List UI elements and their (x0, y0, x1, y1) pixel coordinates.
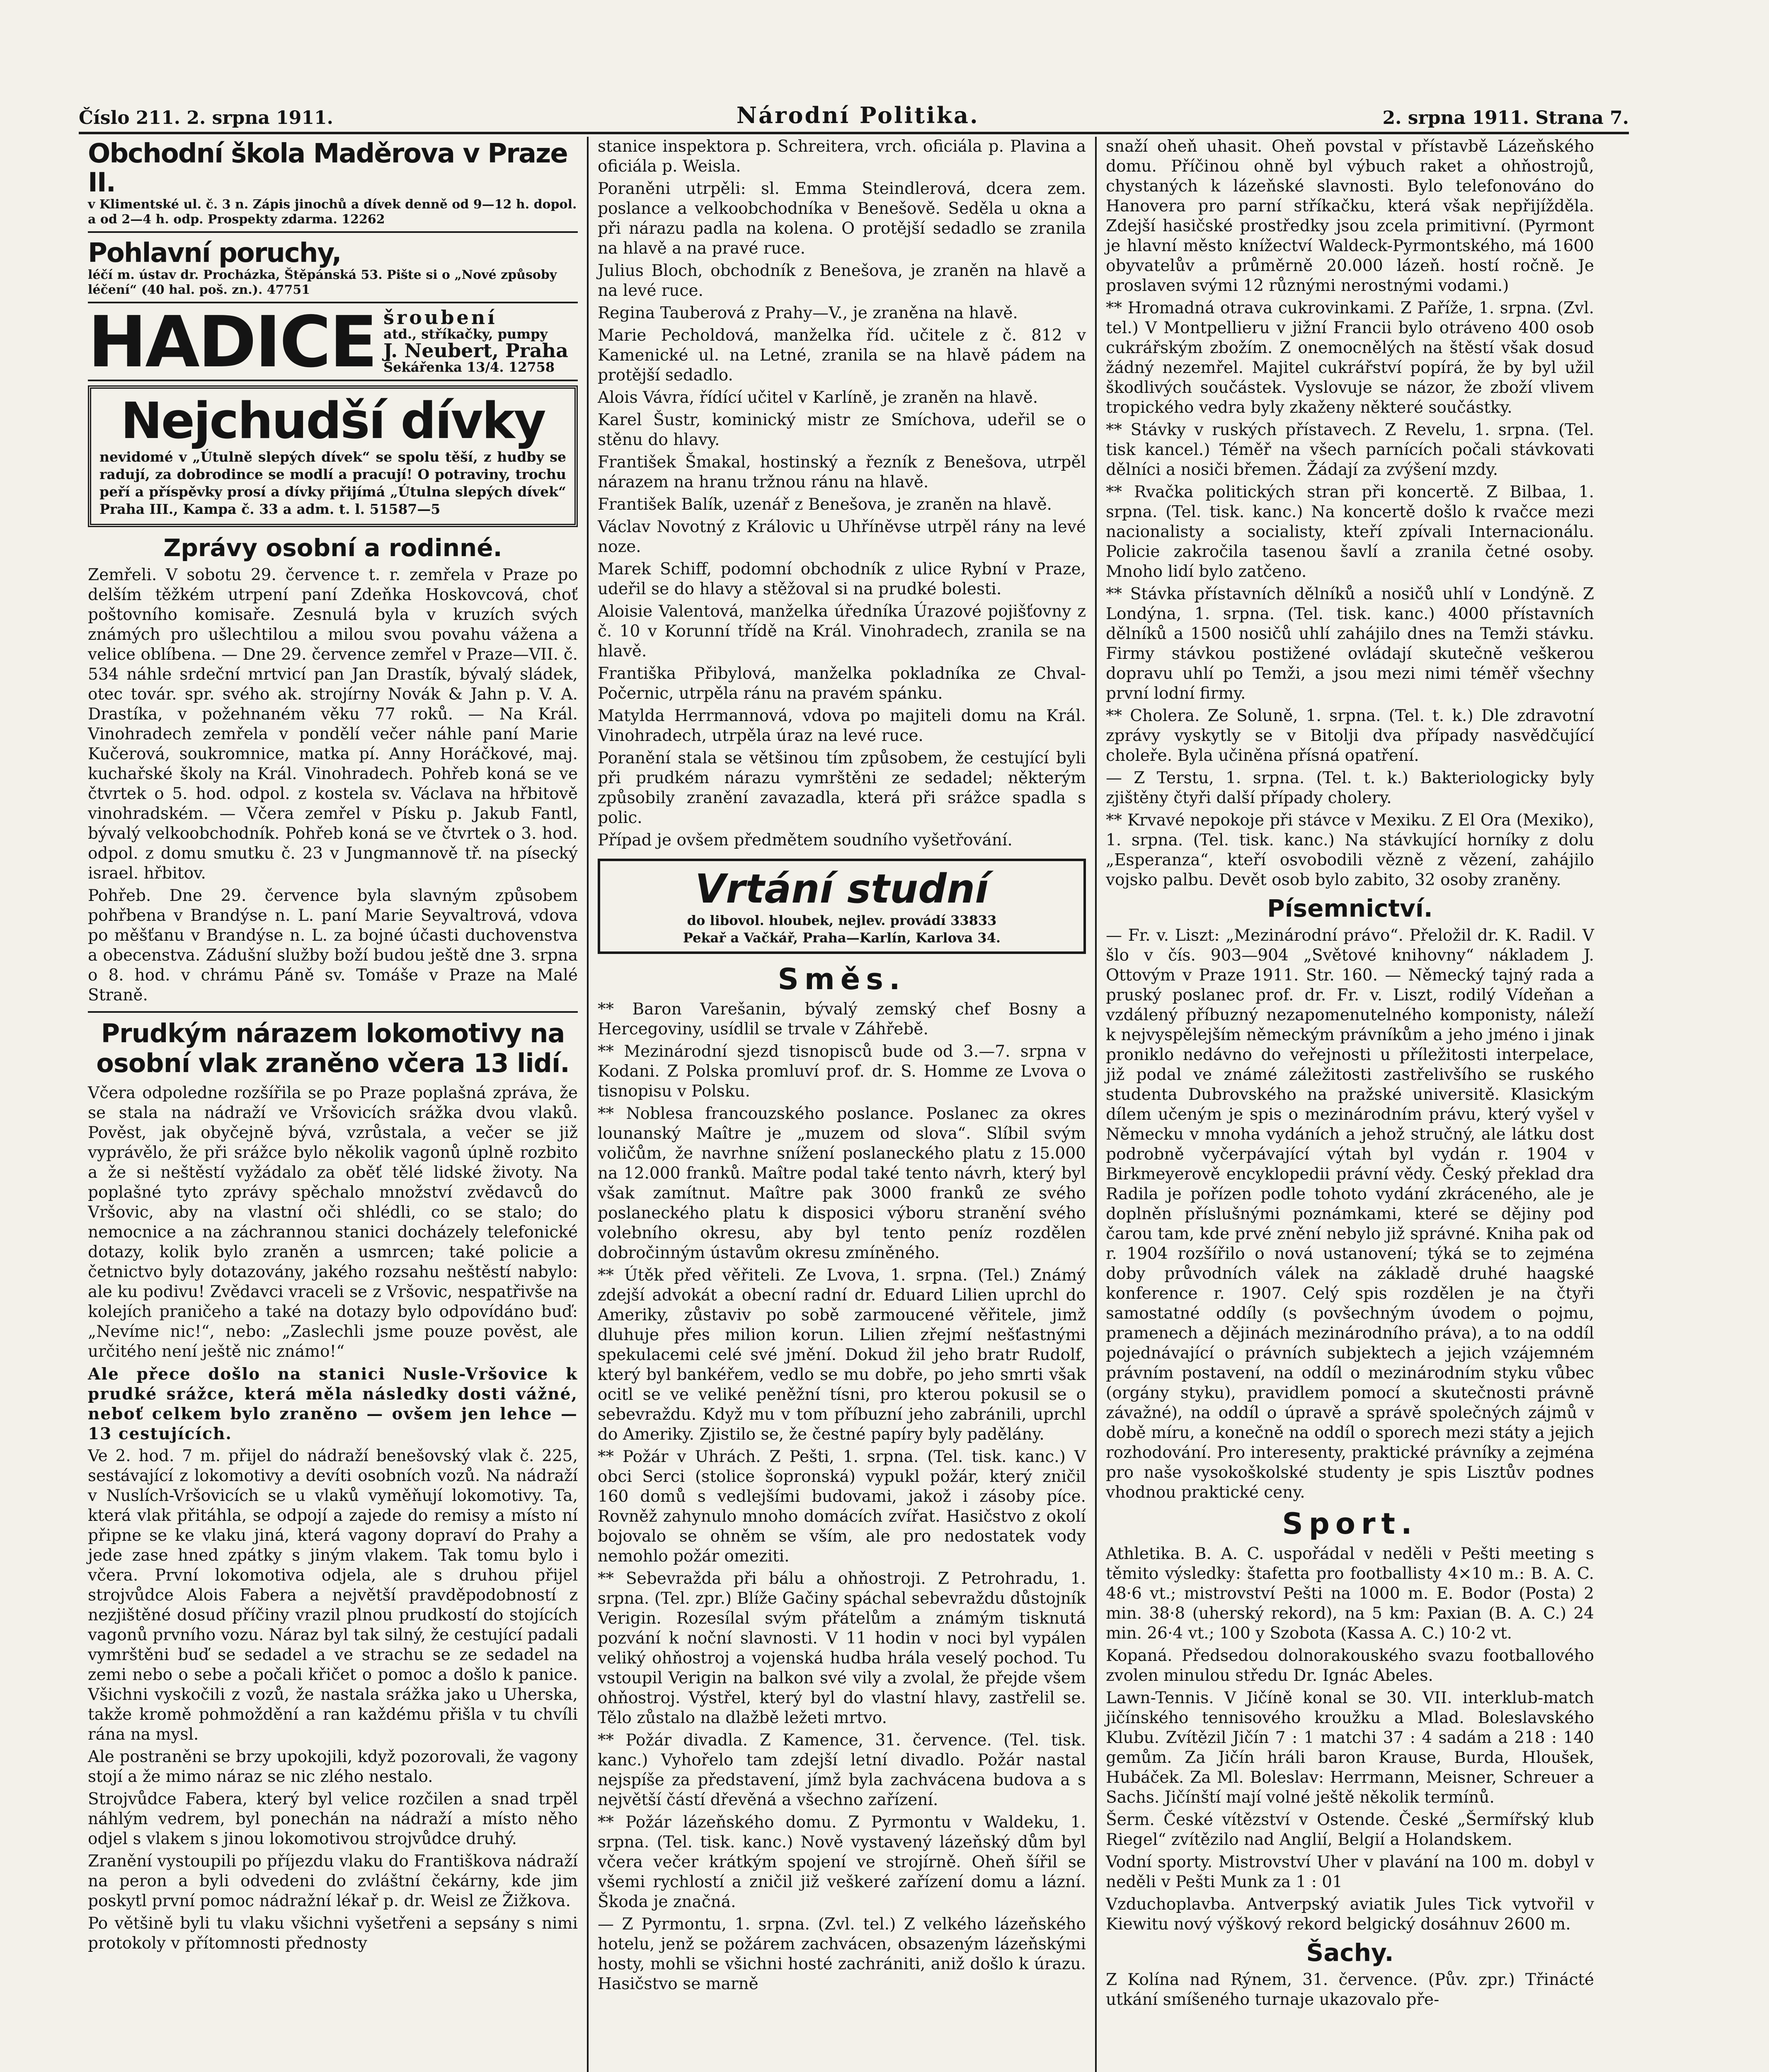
ad-hoses (88, 301, 578, 383)
divider (88, 1011, 578, 1013)
article-paragraph: Poraněni utrpěli: sl. Emma Steindlerová, dcera zem. poslance a velkoobchodníka v Benešově. Seděla u okna a při nárazu padla na kolena. O protější sedadlo se zranila na hlavě a na pravé ruce. (598, 179, 1086, 258)
article-paragraph: Poranění stala se většinou tím způsobem, že cestující byli při prudkém nárazu vymrštěni ze sedadel; některým způsobily zranění zavazadla, která při srážce spadla s polic. (598, 749, 1086, 827)
news-item: ** Baron Varešanin, bývalý zemský chef Bosny a Hercegoviny, usídlil se trvale v Záhřebě. (598, 1000, 1086, 1038)
news-item: ** Noblesa francouzského poslance. Poslanec za okres lounanský Maître je „muzem od slova“. Slíbil svým voličům, že navrhne snížení poslaneckého platu z 15.000 na 12.000 franků. Maître podal také tento návrh, který byl však zamítnut. Maître pak 3000 franků ze svého poslaneckého platu k disposici výboru stranění svého volebního okresu, aby byl tento peníz rozdělen dobročinným ústavům okresu zmíněného. (598, 1104, 1086, 1262)
sport-item: Vodní sporty. Mistrovství Uher v plavání na 100 m. dobyl v neděli v Pešti Munk za 1 : 01 (1106, 1853, 1594, 1891)
chess-item: Z Kolína nad Rýnem, 31. července. (Pův. zpr.) Třinácté utkání smíšeného turnaje ukazovalo pře- (1106, 1970, 1594, 2009)
ad-clinic-title: Pohlavní poruchy, (88, 238, 341, 269)
chess-heading: Šachy. (1306, 1939, 1394, 1967)
column-3 (1095, 137, 1603, 2072)
ad-hoses-details (383, 306, 568, 375)
article-paragraph: Po většině byli tu vlaku všichni vyšetřeni a sepsány s nimi protokoly v přítomnosti přednosty (88, 1914, 578, 1953)
ad-hoses-title: HADICE (88, 301, 376, 383)
article-paragraph: Ale postraněni se brzy upokojili, když pozorovali, že vagony stojí a že mimo náraz se nic zlého nestalo. (88, 1748, 578, 1786)
masthead (79, 104, 1629, 134)
ad-hoses-line-2: atd., stříkačky, pumpy (383, 326, 548, 342)
ad-well-line-1: do libovol. hloubek, nejlev. provádí 33833 (687, 913, 997, 928)
ad-well-drilling (598, 859, 1086, 954)
article-paragraph: Zranění vystoupili po příjezdu vlaku do Františkova nádraží na peron a byli odvedeni do zvláštní čekárny, kde jim poskytl první pomoc nádražní lékař p. dr. Weisl ze Žižkova. (88, 1852, 578, 1910)
sport-heading: Sport. (1282, 1507, 1418, 1541)
news-item: ** Útěk před věřiteli. Ze Lvova, 1. srpna. (Tel.) Známý zdejší advokát a obecní radní dr. Eduard Lilien uprchl do Ameriky, zůstaviv po sobě zarmoucené věřitele, jimž dluhuje přes milion korun. Lilien zřejmí nešťastnými spekulacemi celé své jmění. Dokud žil jeho bratr Rudolf, který byl bankéřem, vedlo se mu dobře, po jeho smrti však ocitl se ve veliké peněžní tísni, pro kterou pokusil se o sebevraždu. Když mu v tom příbuzní jeho zabránili, uprchl do Ameriky. Zjistilo se, že čestné papíry byly padělány. (598, 1266, 1086, 1444)
miscellany-heading: Směs. (778, 962, 906, 996)
ad-hoses-line-4: Šekářenka 13/4. 12758 (383, 359, 555, 375)
article-paragraph: Marie Pecholdová, manželka říd. učitele z č. 812 v Kamenické ul. na Letné, zranila se na hlavě pádem na protější sedadlo. (598, 326, 1086, 385)
ad-well-line-2: Pekař a Vačkář, Praha—Karlín, Karlova 34. (683, 930, 1001, 946)
ad-business-school (88, 137, 578, 233)
article-paragraph: Ve 2. hod. 7 m. přijel do nádraží benešovský vlak č. 225, sestávající z lokomotivy a devíti osobních vozů. Na nádraží v Nuslích-Vršovicích se u vlaků vyměňují lokomotivy. Ta, která vlak přitáhla, se odpojí a zajede do remisy a místo ní připne se ke vlaku jiná, která vagony dopraví do Prahy a jede zase hned zpátky s jiným vlakem. Tak tomu bylo i včera. První lokomotiva odjela, ale s druhou přijel strojvůdce Alois Fabera a největší pravděpodobností z nezjištěné dosud příčiny vrazil plnou prudkostí do stojících vagonů prvního vozu. Náraz byl tak silný, že cestující padali vymrštěni buď se sedadel a ve strachu se ze sedadel na zemi nebo o sebe a počali křičet o pomoc a došlo k panice. Všichni vyskočili z vozů, že nastala srážka jako u Uherska, takže kromě pohmoždění a ran každému přišla v tu chvíli rána na mysl. (88, 1447, 578, 1744)
sport-item: Athletika. B. A. C. uspořádal v neděli v Pešti meeting s těmito výsledky: štafetta pro footballisty 4×10 m.: B. A. C. 48·6 vt.; mistrovství Pešti na 1000 m. E. Bodor (Posta) 2 min. 38·8 (uherský rekord), na 5 km: Paxian (B. A. C.) 24 min. 26·4 vt.; 100 y Szobota (Kassa A. C.) 10·2 vt. (1106, 1544, 1594, 1643)
article-paragraph: Aloisie Valentová, manželka úředníka Úrazové pojišťovny z č. 10 v Korunní třídě na Král. Vinohradech, zranila se na hlavě. (598, 602, 1086, 661)
ad-blind-girls (88, 385, 578, 527)
article-paragraph: stanice inspektora p. Schreitera, vrch. oficiála p. Plavina a oficiála p. Weisla. (598, 137, 1086, 176)
news-item: — Z Terstu, 1. srpna. (Tel. t. k.) Bakteriologicky byly zjištěny čtyři další případy cholery. (1106, 769, 1594, 807)
news-item: ** Sebevražda při bálu a ohňostroji. Z Petrohradu, 1. srpna. (Tel. zpr.) Blíže Gačiny spáchal sebevraždu důstojník Verigin. Rozesílal svým přátelům a známým tisknutá pozvání k noční slavnosti. V 11 hodin v noci byl vypálen veliký ohňostroj a vojenská hudba hrála veselý pochod. Tu vstoupil Verigin na balkon své vily a zvolal, že přejde všem ohňostroj. Výstřel, který byl do vlastní hlavy, zastřelil se. Tělo zůstalo na dlažbě ležeti mrtvo. (598, 1569, 1086, 1727)
article-paragraph: Václav Novotný z Královic u Uhříněvse utrpěl rány na levé noze. (598, 518, 1086, 556)
personal-news-heading: Zprávy osobní a rodinné. (163, 534, 502, 562)
ad-blind-girls-text: nevidomé v „Útulně slepých dívek“ se spolu těší, z hudby se radují, za dobrodince se modlí a pracují! O potraviny, trochu peří a příspěvky prosí a dívky přijímá „Útulna slepých dívek“ Praha III., Kampa č. 33 a adm. t. l. 51587—5 (99, 449, 566, 517)
news-item: ** Mezinárodní sjezd tisnopisců bude od 3.—7. srpna v Kodani. Z Polska promluví prof. dr. S. Homme ze Lvova o tisnopisu v Polsku. (598, 1042, 1086, 1101)
article-paragraph: Julius Bloch, obchodník z Benešova, je zraněn na hlavě a na levé ruce. (598, 261, 1086, 300)
ad-well-title: Vrtání studní (695, 866, 989, 912)
news-item: ** Požár lázeňského domu. Z Pyrmontu v Waldeku, 1. srpna. (Tel. tisk. kanc.) Nově vystavený lázeňský dům byl včera večer krátkým spojení ve strojírně. Oheň šířil se všemi rychlostí a zničil již veškeré zařízení domu a lázní. Škoda je značná. (598, 1813, 1086, 1911)
article-paragraph: Včera odpoledne rozšířila se po Praze poplašná zpráva, že se stala na nádraží ve Vršovicích srážka dvou vlaků. Pověst, jak obyčejně bývá, vzrůstala, a večer se již vyprávělo, že při srážce bylo několik vagonů úplně rozbito a že si neštěstí vyžádalo za oběť tělé lidské životy. Na poplašné tyto zprávy spěchalo množství zvědavců do Vršovic, aby na vlastní oči shlédli, co se stalo; do nemocnice a na záchrannou stanici docházely telefonické dotazy, kolik bylo zraněn a usmrcen; také policie a četnictvo byly dotazovány, jakého rozsahu neštěstí nabylo: ale ku podivu! Zvědavci vraceli se z Vršovic, nespatřivše na kolejích praničeho a také na dotazy bylo odpovídáno buď: „Nevíme nic!“, nebo: „Zaslechli jsme pouze pověst, ale určitého není ještě nic známo!“ (88, 1084, 578, 1361)
article-paragraph: Ale přece došlo na stanici Nusle-Vršovice k prudké srážce, která měla následky dosti vážné, neboť celkem bylo zraněno — ovšem jen lehce — 13 cestujících. (88, 1365, 578, 1443)
sport-item: Vzduchoplavba. Antverpský aviatik Jules Tick vytvořil v Kiewitu nový výškový rekord belgický dosáhnuv 2600 m. (1106, 1895, 1594, 1934)
article-paragraph: Matylda Herrmannová, vdova po majiteli domu na Král. Vinohradech, utrpěla úraz na levé ruce. (598, 707, 1086, 745)
sport-item: Kopaná. Předsedou dolnorakouského svazu footballového zvolen minulou středu Dr. Ignác Abeles. (1106, 1646, 1594, 1685)
article-paragraph: Karel Šustr, kominický mistr ze Smíchova, udeřil se o stěnu do hlavy. (598, 411, 1086, 449)
article-paragraph: Případ je ovšem předmětem soudního vyšetřování. (598, 831, 1013, 850)
sport-item: Šerm. České vítězství v Ostende. České „Šermířský klub Riegel“ zvítězilo nad Anglií, Belgií a Holandskem. (1106, 1811, 1594, 1849)
news-item: ** Cholera. Ze Soluně, 1. srpna. (Tel. t. k.) Dle zdravotní zprávy vyskytly se v Bitolji dva případy nasvědčující choleře. Byla učiněna přísná opatření. (1106, 707, 1594, 765)
article-paragraph: Marek Schiff, podomní obchodník z ulice Rybní v Praze, udeřil se do hlavy a stěžoval si na prudké bolesti. (598, 560, 1086, 598)
column-2 (587, 137, 1095, 2072)
article-paragraph: Zemřeli. V sobotu 29. července t. r. zemřela v Praze po delším těžkém utrpení paní Zdeňka Hoskovcová, choť poštovního komisaře. Zesnulá byla v kruzích svých známých pro ušlechtilou a milou svou povahu vážena a velice oblíbena. — Dne 29. července zemřel v Praze—VII. č. 534 náhle srdeční mrtvicí pan Jan Drastík, bývalý sládek, otec továr. spr. svého ak. strojírny Novák & Jahn p. V. A. Drastíka, v požehnaném věku 77 roků. — Na Král. Vinohradech zemřela v pondělí večer náhle paní Marie Kučerová, soukromnice, matka pí. Anny Horáčkové, maj. kuchařské školy na Král. Vinohradech. Pohřeb koná se ve čtvrtek o 5. hod. odpol. z kostela sv. Václava na hřbitově vinohradském. — Včera zemřel v Písku p. Jakub Fantl, bývalý velkoobchodník. Pohřeb koná se ve čtvrtek o 3. hod. odpol. z domu smutku č. 23 v Jungmannově tř. na písecký israel. hřbitov. (88, 566, 578, 883)
masthead-page: 2. srpna 1911. Strana 7. (1382, 107, 1629, 128)
news-item: ** Rvačka politických stran při koncertě. Z Bilbaa, 1. srpna. (Tel. tisk. kanc.) Na koncertě došlo k rvačce mezi nacionalisty a socialisty, kteří zpívali Internacionálu. Policie zakročila tasenou šavlí a zranila četné osoby. Mnoho lidí bylo zatčeno. (1106, 483, 1594, 581)
news-item: snaží oheň uhasit. Oheň povstal v přístavbě Lázeňského domu. Příčinou ohně byl výbuch raket a ohňostrojů, chystaných k lázeňské slavnosti. Bylo telefonováno do Hanovera pro parní stříkačku, která však nepřijížděla. Zdejší hasičské prostředky jsou zcela primitivní. (Pyrmont je hlavní město knížectví Waldeck-Pyrmontského, má 1600 obyvatelův a průměrně 20.000 lázeň. hostí ročně. Je proslaven svými 12 různými nerostnými vodami.) (1106, 137, 1594, 295)
ad-school-title: Obchodní škola Maděrova v Praze II. (88, 138, 567, 198)
column-1 (79, 137, 587, 2072)
news-item: ** Hromadná otrava cukrovinkami. Z Paříže, 1. srpna. (Zvl. tel.) V Montpellieru v jižní Francii bylo otráveno 400 osob cukrářským zbožím. Z onemocnělých na štěstí však dosud žádný nezemřel. Majitel cukrářství popírá, že by byl užil škodlivých součástek. Vyslovuje se názor, že zboží vlivem tropického vedra byly zkaženy některé součástky. (1106, 299, 1594, 417)
news-item: ** Stávka přístavních dělníků a nosičů uhlí v Londýně. Z Londýna, 1. srpna. (Tel. tisk. kanc.) 4000 přístavních dělníků a 1500 nosičů uhlí zahájilo dnes na Temži stávku. Firmy stávkou postižené ovládají skutečně veškerou dopravu uhlí po Temži, a jsou mezi nimi téměř všechny první lodní firmy. (1106, 585, 1594, 703)
train-article-headline: Prudkým nárazem lokomotivy na osobní vlak zraněno včera 13 lidí. (96, 1018, 569, 1078)
news-item: — Z Pyrmontu, 1. srpna. (Zvl. tel.) Z velkého lázeňského hotelu, jenž se požárem zachvácen, obsazeným lázeňskými hosty, mohli se všichni hosté zachrániti, aniž došlo k úrazu. Hasičstvo se marně (598, 1915, 1086, 1993)
ad-clinic (88, 236, 578, 303)
article-paragraph: Pohřeb. Dne 29. července byla slavným způsobem pohřbena v Brandýse n. L. paní Marie Seyvaltrová, vdova po měšťanu v Brandýse n. L. za bojné účasti duchovenstva a obecenstva. Zádušní služby boží budou ještě dne 3. srpna o 8. hod. v chrámu Páně sv. Tomáše v Praze na Malé Straně. (88, 886, 578, 1005)
ad-hoses-line-1: šroubení (383, 306, 497, 329)
review-paragraph: — Fr. v. Liszt: „Mezinárodní právo“. Přeložil dr. K. Radil. V šlo v čís. 903—904 „Světové knihovny“ nákladem J. Ottovým v Praze 1911. Str. 160. — Německý tajný rada a pruský poslanec prof. dr. Fr. v. Liszt, rodilý Vídeňan a vzdálený příbuzný nezapomenutelného komponisty, náleží k nejvyspělejším německým právníkům a jeho jméno i jinak proniklo nedávno do veřejnosti u příležitosti interpelace, již podal ve známé záležitosti zastřelivšího se ruského studenta Dubrovského na pražské universitě. Klasickým dílem učeným je spis o mezinárodním právu, který vyšel v Německu v mnoha vydáních a jehož stručný, ale látku dost podrobně vyčerpávající výtah byl vydán r. 1904 v Birkmeyerově encyklopedii právní vědy. Český překlad dra Radila je pořízen podle tohoto vydání zkráceného, ale je doplněn příslušnými poznámkami, které se dějiny pod čarou tam, kde prvé znění nebylo již správné. Kniha pak od r. 1904 rozšířilo o nová ustanovení; týká se to zejména doby průvodních válek na základě druhé haagské konference r. 1907. Celý spis rozdělen je na čtyři samostatné oddíly (s povšechným úvodem o pojmu, pramenech a dějinách mezinárodního práva), a to na oddíl pojednávající o právních subjektech a jejich vzájemném právním postavení, na oddíl o mezinárodním styku vůbec (orgány styku), pravidlem pomocí a skutečnosti právně závažné), na oddíl o úpravě a správě společných zájmů v době míru, a konečně na oddíl o sporech mezi státy a jejich rozhodování. Pro interesenty, praktické právníky a zejména pro naše vysokoškolské studenty je spis Lisztův podnes vhodnou praktické ceny. (1106, 926, 1594, 1502)
article-paragraph: Františka Přibylová, manželka pokladníka ze Chval-Počernic, utrpěla ránu na pravém spánku. (598, 664, 1086, 703)
masthead-title: Národní Politika. (736, 102, 979, 128)
article-paragraph: František Balík, uzenář z Benešova, je zraněn na hlavě. (598, 495, 1052, 514)
news-item: ** Stávky v ruských přístavech. Z Revelu, 1. srpna. (Tel. tisk kancel.) Téměř na všech parnících počali stávkovati dělníci a nosiči břemen. Žádají za zvýšení mzdy. (1106, 421, 1594, 479)
article-paragraph: Regina Tauberová z Prahy—V., je zraněna na hlavě. (598, 304, 1018, 322)
literature-heading: Písemnictví. (1267, 894, 1433, 922)
masthead-issue: Číslo 211. 2. srpna 1911. (79, 107, 333, 128)
article-paragraph: Strojvůdce Fabera, který byl velice rozčilen a snad trpěl náhlým vedrem, byl ponechán na nádraží a místo něho odjel s vlakem s jinou lokomotivou strojvůdce druhý. (88, 1790, 578, 1848)
article-paragraph: František Šmakal, hostinský a řezník z Benešova, utrpěl nárazem na hranu tržnou ránu na hlavě. (598, 453, 1086, 491)
newspaper-page (79, 104, 1629, 2072)
ad-blind-girls-title: Nejchudší dívky (121, 392, 545, 450)
sport-item: Lawn-Tennis. V Jičíně konal se 30. VII. interklub-match jičínského tennisového kroužku a Mlad. Boleslavského Klubu. Zvítězil Jičín 7 : 1 matchi 37 : 4 sadám a 218 : 140 gemům. Za Jičín hráli baron Krause, Burda, Hloušek, Hubáček. Za Ml. Boleslav: Herrmann, Meisner, Schreuer a Sachs. Jičínští mají volné ještě několik termínů. (1106, 1689, 1594, 1807)
column-container (79, 137, 1629, 2072)
news-item: ** Požár v Uhrách. Z Pešti, 1. srpna. (Tel. tisk. kanc.) V obci Serci (stolice šopronská) vypukl požár, který zničil 160 domů s vedlejšími budovami, jakož i zásoby píce. Rovněž zahynulo mnoho domácích zvířat. Hasičstvo z okolí bojovalo se ohněm se vším, ale pro nedostatek vody nemohlo požár omeziti. (598, 1447, 1086, 1566)
ad-school-text: v Klimentské ul. č. 3 n. Zápis jinochů a dívek denně od 9—12 h. dopol. a od 2—4 h. odp. Prospekty zdarma. 12262 (88, 197, 577, 227)
article-paragraph: Alois Vávra, řídící učitel v Karlíně, je zraněn na hlavě. (598, 388, 1038, 407)
news-item: ** Krvavé nepokoje při stávce v Mexiku. Z El Ora (Mexiko), 1. srpna. (Tel. tisk. kanc.) Na stávkující horníky z dolu „Esperanza“, kteří osvobodili vězně z vězení, zahájilo vojsko palbu. Devět osob bylo zabito, 32 osoby zraněny. (1106, 811, 1594, 889)
ad-hoses-line-3: J. Neubert, Praha (383, 339, 568, 362)
news-item: ** Požár divadla. Z Kamence, 31. července. (Tel. tisk. kanc.) Vyhořelo tam zdejší letní divadlo. Požár nastal nejspíše za představení, jímž byla zachvácena budova a s největší částí dřevěná a všechno zařízení. (598, 1731, 1086, 1809)
ad-clinic-text: léčí m. ústav dr. Procházka, Štěpánská 53. Pište si o „Nové způsoby léčení“ (40 hal. poš. zn.). 47751 (88, 268, 557, 297)
